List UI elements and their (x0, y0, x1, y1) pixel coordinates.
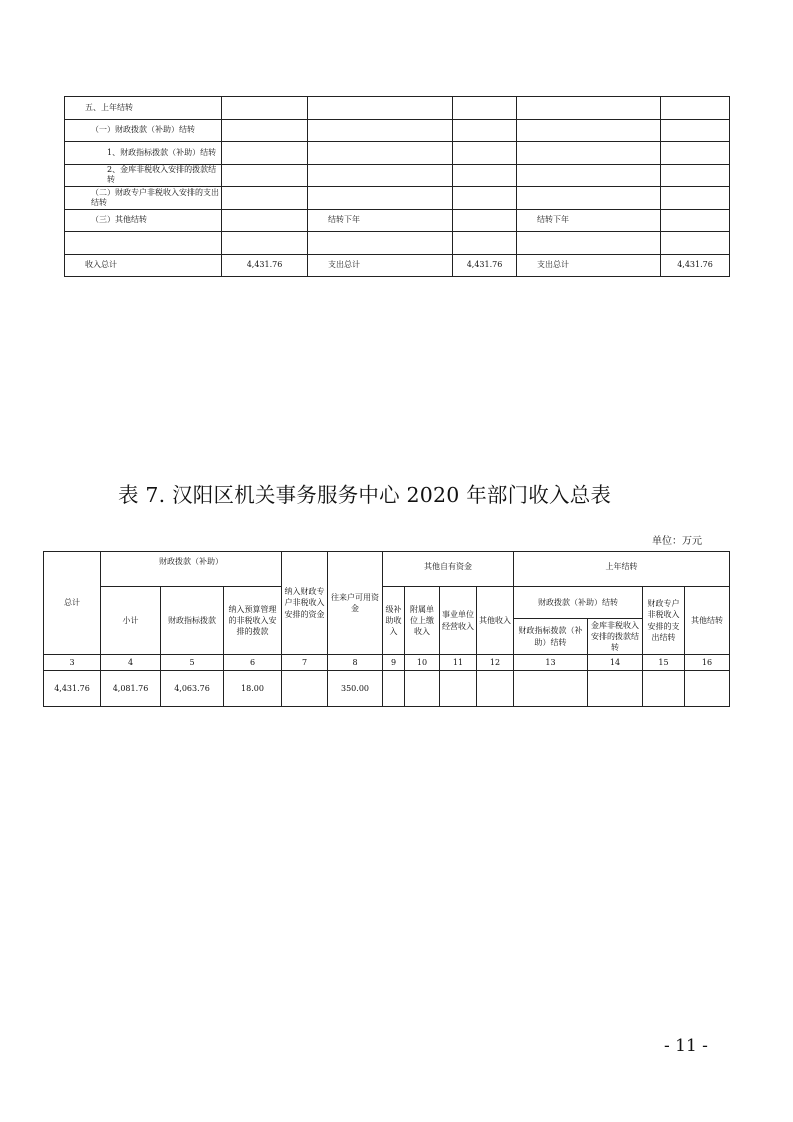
header-carryover-group: 上年结转 (514, 552, 730, 587)
header-special-carry: 财政专户非税收入安排的支出结转 (643, 587, 685, 655)
row-cell: 支出总计 (517, 254, 661, 277)
header-treasury-carry: 金库非税收入安排的拨款结转 (588, 619, 643, 655)
header-budget-nontax: 纳入预算管理的非税收入安排的拨款 (224, 587, 282, 655)
row-cell (453, 187, 517, 210)
table-title: 表 7. 汉阳区机关事务服务中心 2020 年部门收入总表 (118, 483, 612, 507)
header-subtotal: 小计 (101, 587, 161, 655)
row-cell (517, 97, 661, 120)
column-number: 8 (328, 655, 383, 671)
row-label: （一）财政拨款（补助）结转 (65, 119, 222, 142)
unit-label: 单位：万元 (652, 536, 702, 547)
column-number: 9 (383, 655, 405, 671)
table-row (65, 142, 730, 165)
header-other-own-group: 其他自有资金 (383, 552, 514, 587)
header-superior-subsidy: 级补助收入 (383, 587, 405, 655)
row-label: （二）财政专户非税收入安排的支出结转 (65, 187, 222, 210)
row-cell (222, 119, 308, 142)
row-cell (661, 119, 730, 142)
row-cell (517, 232, 661, 255)
header-business-income: 事业单位经营收入 (440, 587, 477, 655)
row-cell (661, 142, 730, 165)
column-number: 6 (224, 655, 282, 671)
row-cell: 4,431.76 (222, 254, 308, 277)
value-cell: 4,081.76 (101, 671, 161, 707)
row-cell (517, 187, 661, 210)
row-cell (453, 232, 517, 255)
row-cell (661, 209, 730, 232)
row-cell (308, 119, 453, 142)
header-escrow: 往来户可用资金 (328, 552, 383, 655)
table-row (65, 209, 730, 232)
row-cell (661, 164, 730, 187)
header-affiliated-turnover: 附属单位上缴收入 (405, 587, 440, 655)
table-row (65, 97, 730, 120)
header-fiscal-group: 财政拨款（补助） (101, 552, 282, 587)
row-label: 2、金库非税收入安排的拨款结转 (65, 164, 222, 187)
header-fiscal-indicator-carry: 财政指标拨款（补助）结转 (514, 619, 588, 655)
row-cell (308, 164, 453, 187)
table-row (65, 254, 730, 277)
row-cell (308, 97, 453, 120)
row-label: 五、上年结转 (65, 97, 222, 120)
row-cell (661, 187, 730, 210)
row-cell (453, 97, 517, 120)
table-row (65, 232, 730, 255)
row-label: 1、财政指标拨款（补助）结转 (65, 142, 222, 165)
value-cell (588, 671, 643, 707)
row-cell (517, 164, 661, 187)
row-cell (222, 232, 308, 255)
column-number: 10 (405, 655, 440, 671)
row-cell: 4,431.76 (453, 254, 517, 277)
value-cell (514, 671, 588, 707)
row-cell (308, 232, 453, 255)
row-cell (222, 97, 308, 120)
value-cell (440, 671, 477, 707)
column-number: 15 (643, 655, 685, 671)
column-number: 12 (477, 655, 514, 671)
header-other-carry: 其他结转 (685, 587, 730, 655)
header-special-account: 纳入财政专户非税收入安排的资金 (282, 552, 328, 655)
column-number: 7 (282, 655, 328, 671)
row-label (65, 232, 222, 255)
income-summary-table (43, 551, 730, 707)
header-fiscal-indicator: 财政指标拨款 (161, 587, 224, 655)
row-cell (453, 142, 517, 165)
value-cell: 4,431.76 (44, 671, 101, 707)
page-number: - 11 - (664, 1036, 708, 1056)
column-number: 5 (161, 655, 224, 671)
column-number: 13 (514, 655, 588, 671)
row-cell (453, 119, 517, 142)
row-cell (222, 142, 308, 165)
table-row (65, 119, 730, 142)
value-cell: 18.00 (224, 671, 282, 707)
budget-summary-table (64, 96, 730, 277)
row-cell (517, 119, 661, 142)
value-cell: 4,063.76 (161, 671, 224, 707)
row-cell (661, 97, 730, 120)
row-cell: 结转下年 (517, 209, 661, 232)
column-number: 11 (440, 655, 477, 671)
value-cell (282, 671, 328, 707)
row-label: （三）其他结转 (65, 209, 222, 232)
header-total: 总计 (44, 552, 101, 655)
header-fiscal-carry: 财政拨款（补助）结转 (514, 587, 643, 619)
row-cell: 支出总计 (308, 254, 453, 277)
row-cell (453, 209, 517, 232)
value-cell: 350.00 (328, 671, 383, 707)
column-number: 16 (685, 655, 730, 671)
row-cell: 4,431.76 (661, 254, 730, 277)
table-row (65, 187, 730, 210)
column-number: 14 (588, 655, 643, 671)
row-cell (222, 164, 308, 187)
row-cell (661, 232, 730, 255)
value-cell (685, 671, 730, 707)
value-cell (383, 671, 405, 707)
header-other-income: 其他收入 (477, 587, 514, 655)
column-number: 4 (101, 655, 161, 671)
table-row (65, 164, 730, 187)
row-cell (222, 187, 308, 210)
value-cell (477, 671, 514, 707)
value-cell (405, 671, 440, 707)
row-cell (308, 187, 453, 210)
row-cell (517, 142, 661, 165)
row-cell (453, 164, 517, 187)
value-cell (643, 671, 685, 707)
column-number: 3 (44, 655, 101, 671)
row-cell: 结转下年 (308, 209, 453, 232)
row-cell (308, 142, 453, 165)
row-cell (222, 209, 308, 232)
row-label: 收入总计 (65, 254, 222, 277)
